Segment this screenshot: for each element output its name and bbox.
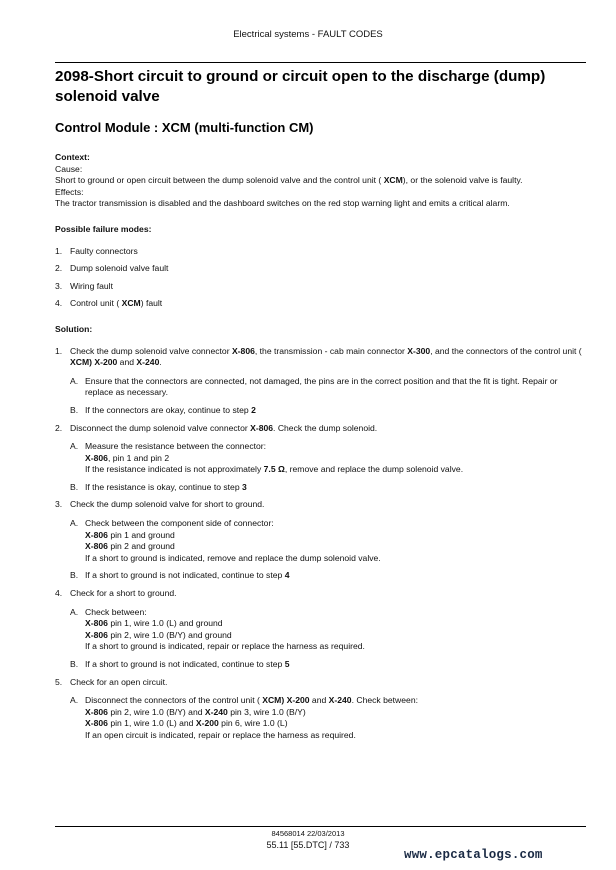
substep-b: B. If the resistance is okay, continue to step 3 [70,481,247,492]
list-item: 3. Wiring fault [55,280,113,291]
cause-label: Cause: [55,163,83,174]
solution-heading: Solution: [55,323,93,334]
failure-modes-list [55,246,586,310]
document-body [55,152,586,748]
substep-a: A. Ensure that the connectors are connected, not damaged, the pins are in the correct position and that the fit is tight. Repair or replace as necessary. [70,375,558,398]
page-header: Electrical systems - FAULT CODES [233,29,383,40]
cause-text: Short to ground or open circuit between the dump solenoid valve and the control unit ( XCM), or the solenoid valve is faulty. [55,175,523,186]
substep-b: B. If a short to ground is not indicated, continue to step 5 [70,659,290,669]
solution-step-5: 5. Check for an open circuit. A. Disconnect the connectors of the control unit ( XCM) X-200 and X-240. Check between: X-806 pin 2, wire 1.0 (B/Y) and X-240 pin 3, wire 1.0 (B/Y) X-806 pin 1, wire 1.0 (L) and X-200 pin 6, wire 1.0 (L) If an open circuit is indicated, repair or replace the harness as required. [55,677,586,742]
list-item: 4. Control unit ( XCM) fault [55,298,163,309]
substep-a: A. Disconnect the connectors of the control unit ( XCM) X-200 and X-240. Check between: X-806 pin 2, wire 1.0 (B/Y) and X-240 pin 3, wire 1.0 (B/Y) X-806 pin 1, wire 1.0 (L) and X-200 pin 6, wire 1.0 (L) If an open circuit is indicated, repair or replace the harness as required. [70,695,418,740]
title-rule [55,62,586,63]
solution-step-4: 4. Check for a short to ground. A. Check between: X-806 pin 1, wire 1.0 (L) and ground X-806 pin 2, wire 1.0 (B/Y) and ground If a short to ground is indicated, repair or replace the harness as required. B. If a short to ground is not indicated, continue to step 5 [55,588,586,671]
substep-a: A. Check between the component side of connector: X-806 pin 1 and ground X-806 pin 2 and ground If a short to ground is indicated, remove and replace the dump solenoid valve. [70,518,381,563]
substep-b: B. If a short to ground is not indicated, continue to step 4 [70,570,290,581]
context-block [55,152,586,210]
failure-modes-heading: Possible failure modes: [55,223,152,234]
document-code: 84568014 22/03/2013 [271,829,345,838]
list-item: 2. Dump solenoid valve fault [55,263,169,274]
effects-text: The tractor transmission is disabled and the dashboard switches on the red stop warning light and emits a critical alarm. [55,198,510,209]
list-item: 1. Faulty connectors [55,245,138,256]
solution-step-1: 1. Check the dump solenoid valve connector X-806, the transmission - cab main connector X-300, and the connectors of the control unit ( XCM) X-200 and X-240. A. Ensure that the connectors are connected, not damaged, the pins are in the correct position and that the fit is tight. Repair or replace as necessary. B. If the connectors are okay, continue to step 2 [55,346,586,417]
solution-step-2: 2. Disconnect the dump solenoid valve connector X-806. Check the dump solenoid. A. Measure the resistance between the connector: X-806, pin 1 and pin 2 If the resistance indicated is not approximately 7.5 Ω, remove and replace the dump solenoid valve. B. If the resistance is okay, continue to step 3 [55,423,586,494]
substep-b: B. If the connectors are okay, continue to step 2 [70,404,256,415]
substep-a: A. Measure the resistance between the connector: X-806, pin 1 and pin 2 If the resistance indicated is not approximately 7.5 Ω, remove and replace the dump solenoid valve. [70,441,464,475]
footer-rule [55,826,586,827]
effects-label: Effects: [55,186,84,197]
substep-a: A. Check between: X-806 pin 1, wire 1.0 (L) and ground X-806 pin 2, wire 1.0 (B/Y) and ground If a short to ground is indicated, repair or replace the harness as required. [70,606,365,652]
control-module-heading: Control Module : XCM (multi-function CM) [55,120,314,135]
watermark: www.epcatalogs.com [404,848,543,862]
solution-step-3: 3. Check the dump solenoid valve for short to ground. A. Check between the component side of connector: X-806 pin 1 and ground X-806 pin 2 and ground If a short to ground is indicated, remove and replace the dump solenoid valve. B. If a short to ground is not indicated, continue to step 4 [55,499,586,582]
page-number: 55.11 [55.DTC] / 733 [266,840,350,850]
page-title: 2098-Short circuit to ground or circuit open to the discharge (dump) solenoid valve [55,68,546,105]
context-label: Context: [55,152,90,162]
